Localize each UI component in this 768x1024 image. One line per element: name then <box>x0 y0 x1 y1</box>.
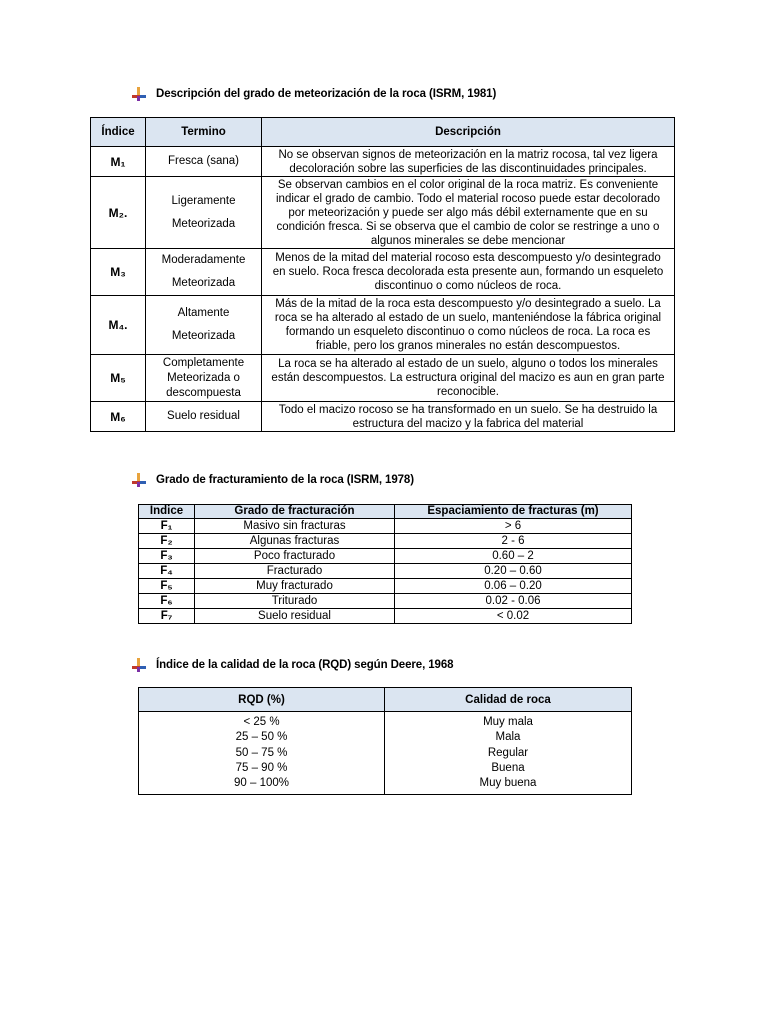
row-index: M₅ <box>91 355 146 402</box>
table-row <box>139 519 632 534</box>
header-calidad: Calidad de roca <box>385 688 632 712</box>
row-term <box>146 355 262 402</box>
section1-title <box>132 87 496 101</box>
table-row <box>91 355 675 402</box>
row-index: M₁ <box>91 147 146 177</box>
rqd-table <box>138 687 632 795</box>
table-row <box>91 147 675 177</box>
calidad-value: Muy buena <box>479 777 537 790</box>
term-line: Meteorizada o <box>167 371 240 384</box>
header-indice: Índice <box>91 118 146 147</box>
row-espaciamiento: 0.20 – 0.60 <box>395 564 632 579</box>
calidad-value: Muy mala <box>483 716 533 728</box>
row-index: M₂. <box>91 177 146 249</box>
rqd-value: 90 – 100% <box>234 777 289 790</box>
row-index: M₄. <box>91 296 146 355</box>
row-description <box>262 249 675 296</box>
header-termino: Termino <box>146 118 262 147</box>
row-description <box>262 296 675 355</box>
row-espaciamiento: 0.60 – 2 <box>395 549 632 564</box>
desc-line: indicar el grado de cambio. Todo el material rocoso puede estar decolorado <box>276 192 660 205</box>
term-line: Meteorizada <box>171 330 236 342</box>
row-index: M₆ <box>91 402 146 432</box>
calidad-value: Mala <box>495 731 521 744</box>
desc-line: Menos de la mitad del material rocoso esta descompuesto y/o desintegrado <box>275 252 661 264</box>
row-index: F₇ <box>139 609 195 624</box>
weathering-table-header <box>91 118 675 147</box>
rqd-value: < 25 % <box>243 716 280 728</box>
desc-line: formando un esqueleto discontinuo o como núcleos de roca. La roca es <box>285 326 651 338</box>
desc-line: estructura del macizo y la fabrica del material <box>352 417 584 430</box>
row-index: F₃ <box>139 549 195 564</box>
section3-title <box>132 658 453 672</box>
desc-line: No se observan signos de meteorización en la matriz rocosa, tal vez ligera <box>278 148 658 161</box>
row-grado: Muy fracturado <box>195 579 395 594</box>
colored-bullet-icon <box>132 473 148 487</box>
desc-line: Todo el macizo rocoso se ha transformado en un suelo. Se ha destruido la <box>278 403 658 416</box>
row-espaciamiento: 0.06 – 0.20 <box>395 579 632 594</box>
table-row <box>91 296 675 355</box>
term-line: descompuesta <box>166 386 241 399</box>
desc-line: están descompuestos. La estructura original del macizo es aun en gran parte <box>271 372 665 384</box>
term-line: Suelo residual <box>167 410 240 422</box>
desc-line: condición fresca. Si se observa que el cambio de color se restringe a uno o <box>276 220 660 233</box>
calidad-values <box>385 712 632 795</box>
weathering-table <box>90 117 675 432</box>
row-index: F₅ <box>139 579 195 594</box>
term-line: Ligeramente <box>171 194 236 207</box>
row-espaciamiento: > 6 <box>395 519 632 534</box>
desc-line: en suelo. Roca fresca decolorada esta presente aun, formando un esqueleto <box>272 266 664 278</box>
row-grado: Algunas fracturas <box>195 534 395 549</box>
row-espaciamiento: 0.02 - 0.06 <box>395 594 632 609</box>
colored-bullet-icon <box>132 658 148 672</box>
header-descripcion: Descripción <box>262 118 675 147</box>
row-term <box>146 296 262 355</box>
fracture-table-header <box>139 505 632 519</box>
table-row <box>139 579 632 594</box>
desc-line: Más de la mitad de la roca esta descompuesto y/o desintegrado a suelo. La <box>275 298 661 310</box>
header-rqd: RQD (%) <box>139 688 385 712</box>
fracture-table <box>138 504 632 624</box>
colored-bullet-icon <box>132 87 148 101</box>
calidad-value: Buena <box>491 761 525 774</box>
desc-line: friable, pero los granos minerales no están descompuestos. <box>315 340 621 352</box>
term-line: Moderadamente <box>161 254 246 266</box>
table-row <box>139 534 632 549</box>
row-term <box>146 147 262 177</box>
table-row <box>91 402 675 432</box>
row-espaciamiento: 2 - 6 <box>395 534 632 549</box>
row-description <box>262 177 675 249</box>
row-description <box>262 147 675 177</box>
rqd-value: 50 – 75 % <box>235 746 288 759</box>
desc-line: algunos minerales se debe mencionar <box>370 234 566 247</box>
term-line: Meteorizada <box>171 277 236 289</box>
desc-line: decoloración sobre las superficies de las discontinuidades principales. <box>289 162 647 175</box>
header-indice: Indice <box>139 505 195 519</box>
rqd-value: 75 – 90 % <box>235 761 288 774</box>
row-grado: Masivo sin fracturas <box>195 519 395 534</box>
desc-line: reconocible. <box>436 386 499 398</box>
term-line: Meteorizada <box>171 217 236 230</box>
rqd-values <box>139 712 385 795</box>
row-index: F₁ <box>139 519 195 534</box>
table-row <box>139 549 632 564</box>
rqd-value: 25 – 50 % <box>235 731 288 744</box>
row-grado: Poco fracturado <box>195 549 395 564</box>
row-term <box>146 177 262 249</box>
row-index: F₄ <box>139 564 195 579</box>
section2-title <box>132 473 414 487</box>
term-line: Completamente <box>162 356 245 369</box>
term-line: Fresca (sana) <box>168 155 239 167</box>
table-row <box>139 564 632 579</box>
row-index: F₆ <box>139 594 195 609</box>
term-line: Altamente <box>177 307 230 319</box>
row-description <box>262 355 675 402</box>
section1-title-text: Descripción del grado de meteorización de la roca (ISRM, 1981) <box>156 88 497 100</box>
row-espaciamiento: < 0.02 <box>395 609 632 624</box>
desc-line: La roca se ha alterado al estado de un suelo, alguno o todos los minerales <box>278 358 658 370</box>
table-row <box>139 609 632 624</box>
row-index: F₂ <box>139 534 195 549</box>
calidad-value: Regular <box>487 746 529 759</box>
section3-title-text: Índice de la calidad de la roca (RQD) según Deere, 1968 <box>156 659 454 671</box>
row-index: M₃ <box>91 249 146 296</box>
section2-title-text: Grado de fracturamiento de la roca (ISRM, 1978) <box>156 474 414 486</box>
header-espaciamiento: Espaciamiento de fracturas (m) <box>395 505 632 519</box>
desc-line: Se observan cambios en el color original de la roca matriz. Es conveniente <box>277 178 659 191</box>
rqd-table-header <box>139 688 632 712</box>
table-row <box>91 249 675 296</box>
row-term <box>146 249 262 296</box>
desc-line: discontinuo o como núcleos de roca. <box>374 280 562 292</box>
header-grado: Grado de fracturación <box>195 505 395 519</box>
row-grado: Fracturado <box>195 564 395 579</box>
row-grado: Suelo residual <box>195 609 395 624</box>
table-row <box>139 594 632 609</box>
row-description <box>262 402 675 432</box>
desc-line: por meteorización y puede ser algo más débil externamente que en su <box>288 206 648 219</box>
row-term <box>146 402 262 432</box>
desc-line: roca se ha alterado al estado de un suelo, manteniéndose la fábrica original <box>274 312 662 324</box>
table-row <box>91 177 675 249</box>
row-grado: Triturado <box>195 594 395 609</box>
table-row <box>139 712 632 795</box>
